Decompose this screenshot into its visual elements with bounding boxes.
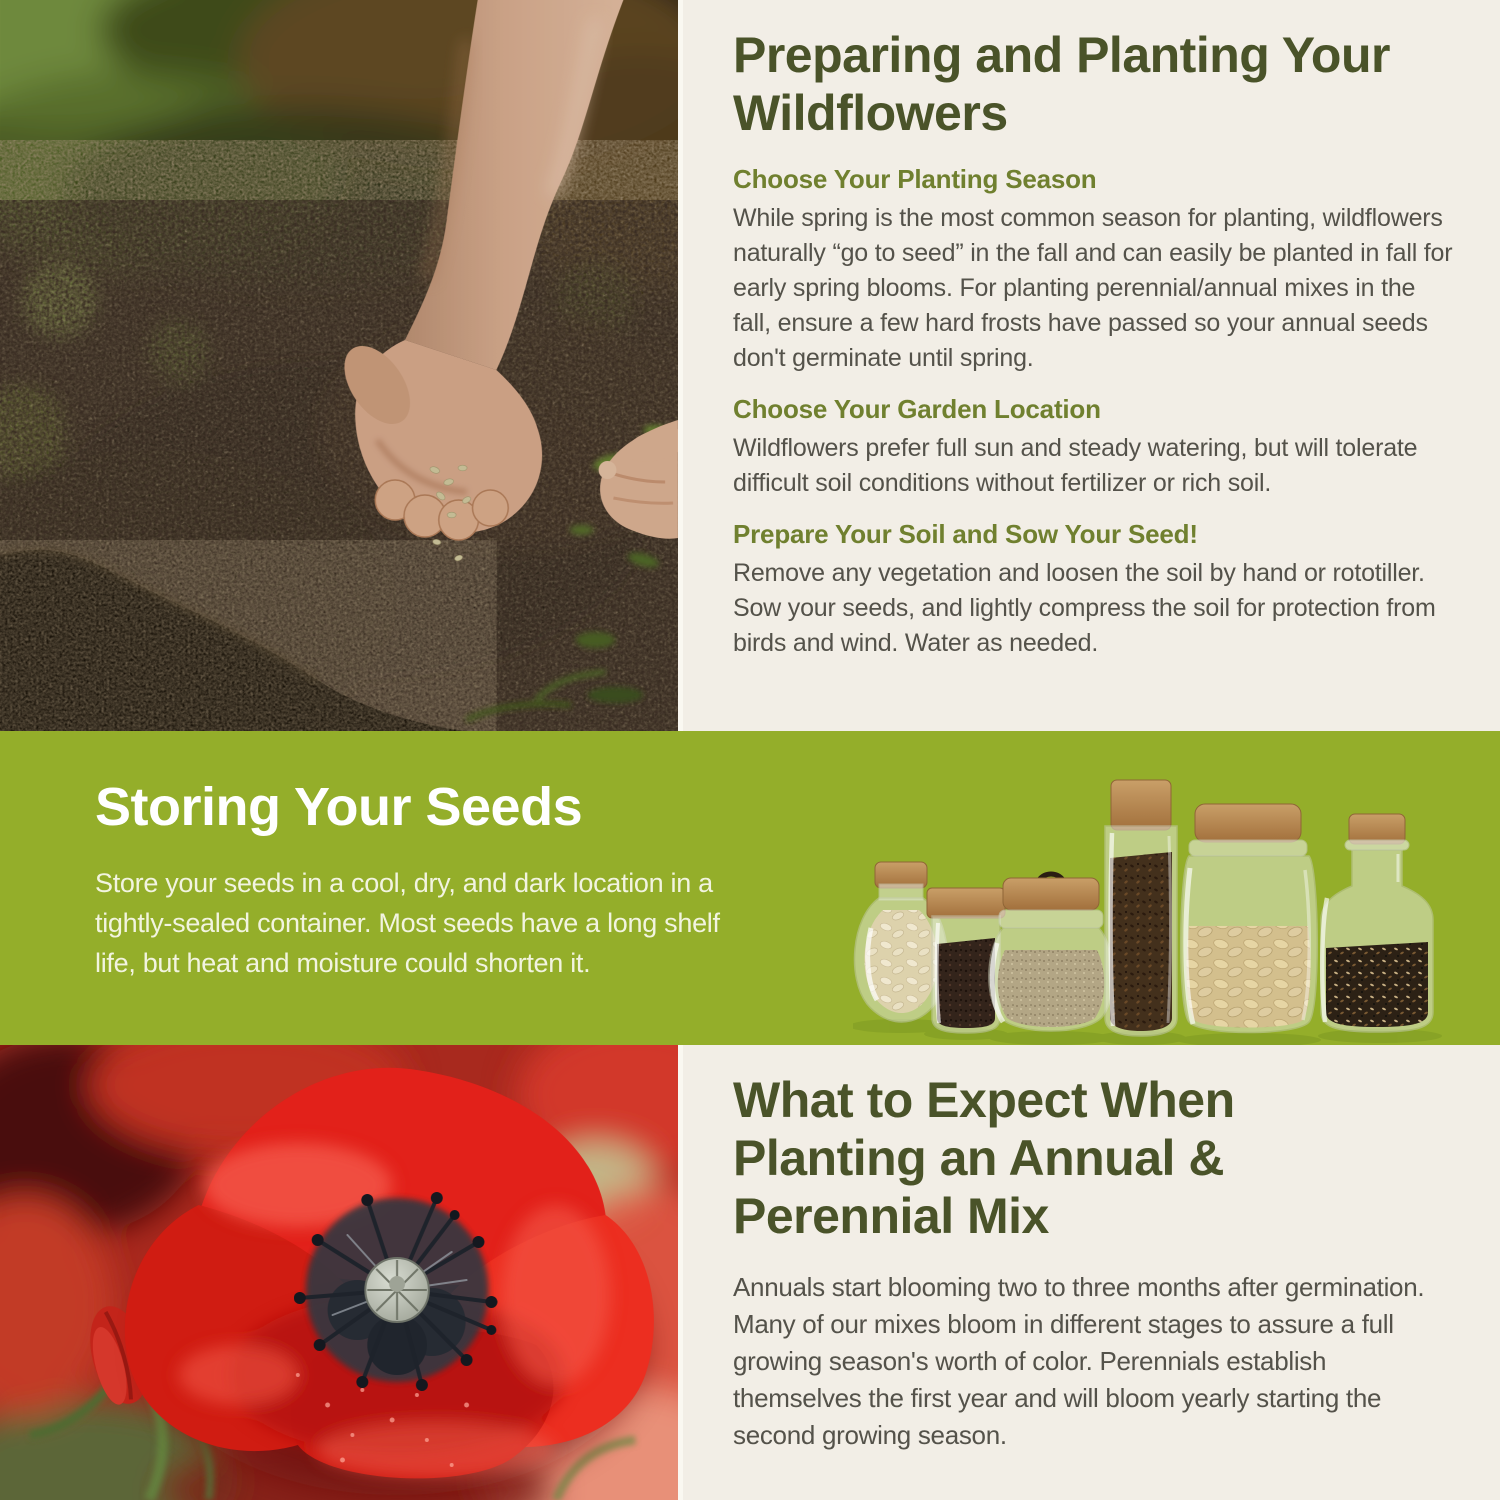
- seed-jars-photo: [853, 778, 1445, 1045]
- topic-garden-location: [733, 394, 1456, 501]
- bottom-section: [0, 1045, 1500, 1500]
- topic-heading: Prepare Your Soil and Sow Your Seed!: [733, 519, 1198, 549]
- topic-body: While spring is the most common season for planting, wildflowers naturally “go to seed” in the fall and can easily be planted in fall for early spring blooms. For planting perennial/annual mixes in the fall, ensure a few hard frosts have passed so your annual seeds don't germinate until spring.: [733, 204, 1453, 372]
- topic-heading: Choose Your Planting Season: [733, 164, 1097, 194]
- topic-prepare-soil: [733, 519, 1456, 661]
- storing-text-block: [95, 777, 765, 983]
- topic-heading: Choose Your Garden Location: [733, 394, 1101, 424]
- jar-pumpkin-seeds: [1181, 804, 1318, 1033]
- expect-title: What to Expect When Planting an Annual & Perennial Mix: [733, 1072, 1235, 1244]
- top-section: [0, 0, 1500, 731]
- storing-body: Store your seeds in a cool, dry, and dark location in a tightly-sealed container. Most seeds have a long shelf life, but heat and moisture could shorten it.: [95, 868, 720, 978]
- planting-title: Preparing and Planting Your Wildflowers: [733, 27, 1390, 141]
- expect-text-panel: [678, 1045, 1500, 1500]
- storing-title: Storing Your Seeds: [95, 777, 583, 837]
- topic-body: Wildflowers prefer full sun and steady watering, but will tolerate difficult soil conditions without fertilizer or rich soil.: [733, 434, 1418, 497]
- jar-mixed-seeds: [1321, 814, 1433, 1032]
- planting-photo-illustration: [0, 0, 678, 731]
- expect-body: Annuals start blooming two to three months after germination. Many of our mixes bloom in different stages to assure a full growing season's worth of color. Perennials establish themselves the first year and will bloom yearly starting the second growing season.: [733, 1272, 1425, 1450]
- planting-photo: [0, 0, 678, 731]
- poppy-photo: [0, 1045, 678, 1500]
- topic-planting-season: [733, 164, 1456, 376]
- seed-jars-illustration: [853, 778, 1445, 1045]
- jar-tall-brown-seeds: [1105, 780, 1177, 1036]
- topic-body: Remove any vegetation and loosen the soil by hand or rototiller. Sow your seeds, and lightly compress the soil for protection from birds and wind. Water as needed.: [733, 559, 1436, 657]
- poppy-illustration: [0, 1045, 678, 1500]
- jar-tan-seeds: [989, 874, 1113, 1031]
- planting-text-panel: [678, 0, 1500, 731]
- storing-section: [0, 731, 1500, 1045]
